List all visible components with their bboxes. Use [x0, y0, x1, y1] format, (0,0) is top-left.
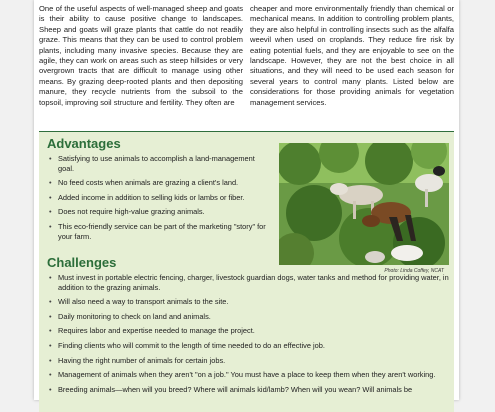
challenge-item: • Will also need a way to transport animals to the site. [49, 297, 449, 307]
challenge-item: • Management of animals when they aren't "on a job." You must have a place to keep them when they aren't working. [49, 370, 449, 380]
goats-photo [279, 143, 449, 265]
intro-column-right: cheaper and more environmentally friendly than chemical or mechanical means. In addition to controlling problem plants, they are also helpful in controlling insects such as the alfalfa weevil when used on croplands. They reduce fire risk by eating potential fuels, and they are enjoyable to see on the landscape. However, they are not the best choice in all situations, and they will need to be used each season for several years to control many plants. Listed below are considerations for those providing animals for vegetation management services. [250, 4, 454, 107]
challenge-item: • Having the right number of animals for certain jobs. [49, 356, 449, 366]
challenge-item: • Finding clients who will commit to the length of time needed to do an effective job. [49, 341, 449, 351]
considerations-box [39, 131, 454, 412]
challenges-list [49, 273, 449, 399]
advantage-item: • This eco-friendly service can be part of the marketing "story" for your farm. [49, 222, 269, 241]
challenge-item: • Requires labor and expertise needed to manage the project. [49, 326, 449, 336]
challenge-item: • Daily monitoring to check on land and animals. [49, 312, 449, 322]
advantage-item: • No feed costs when animals are grazing a client's land. [49, 178, 269, 188]
challenge-item: • Breeding animals—when will you breed? Where will animals kid/lamb? When will you wean? Will animals be [49, 385, 449, 395]
photo-caption: Photo: Linda Coffey, NCAT [384, 268, 444, 274]
advantage-item: • Satisfying to use animals to accomplish a land-management goal. [49, 154, 269, 173]
intro-section [39, 4, 454, 108]
intro-column-left: One of the useful aspects of well-managed sheep and goats is their ability to cause positive change to landscapes. Sheep and goats will graze plants that cattle do not readily graze. This means that they can be used to control problem plants, including many invasive species. Because they are agile, they can work on areas such as steep hillsides or very overgrown tracts that are difficult to manage using other means. By grazing deep-rooted plants and then depositing manure, they recycle nutrients from the subsoil to the topsoil, improving soil structure and fertility. They often are [39, 4, 243, 107]
advantage-item: • Does not require high-value grazing animals. [49, 207, 269, 217]
advantage-item: • Added income in addition to selling kids or lambs or fiber. [49, 193, 269, 203]
advantages-heading: Advantages [47, 136, 121, 151]
document-page [34, 0, 459, 400]
advantages-list [49, 154, 269, 246]
challenge-item: • Must invest in portable electric fencing, charger, livestock guardian dogs, water tanks and method for providing water, in addition to the grazing animals. [49, 273, 449, 292]
challenges-heading: Challenges [47, 255, 117, 270]
goats-grazing-illustration [279, 143, 449, 265]
